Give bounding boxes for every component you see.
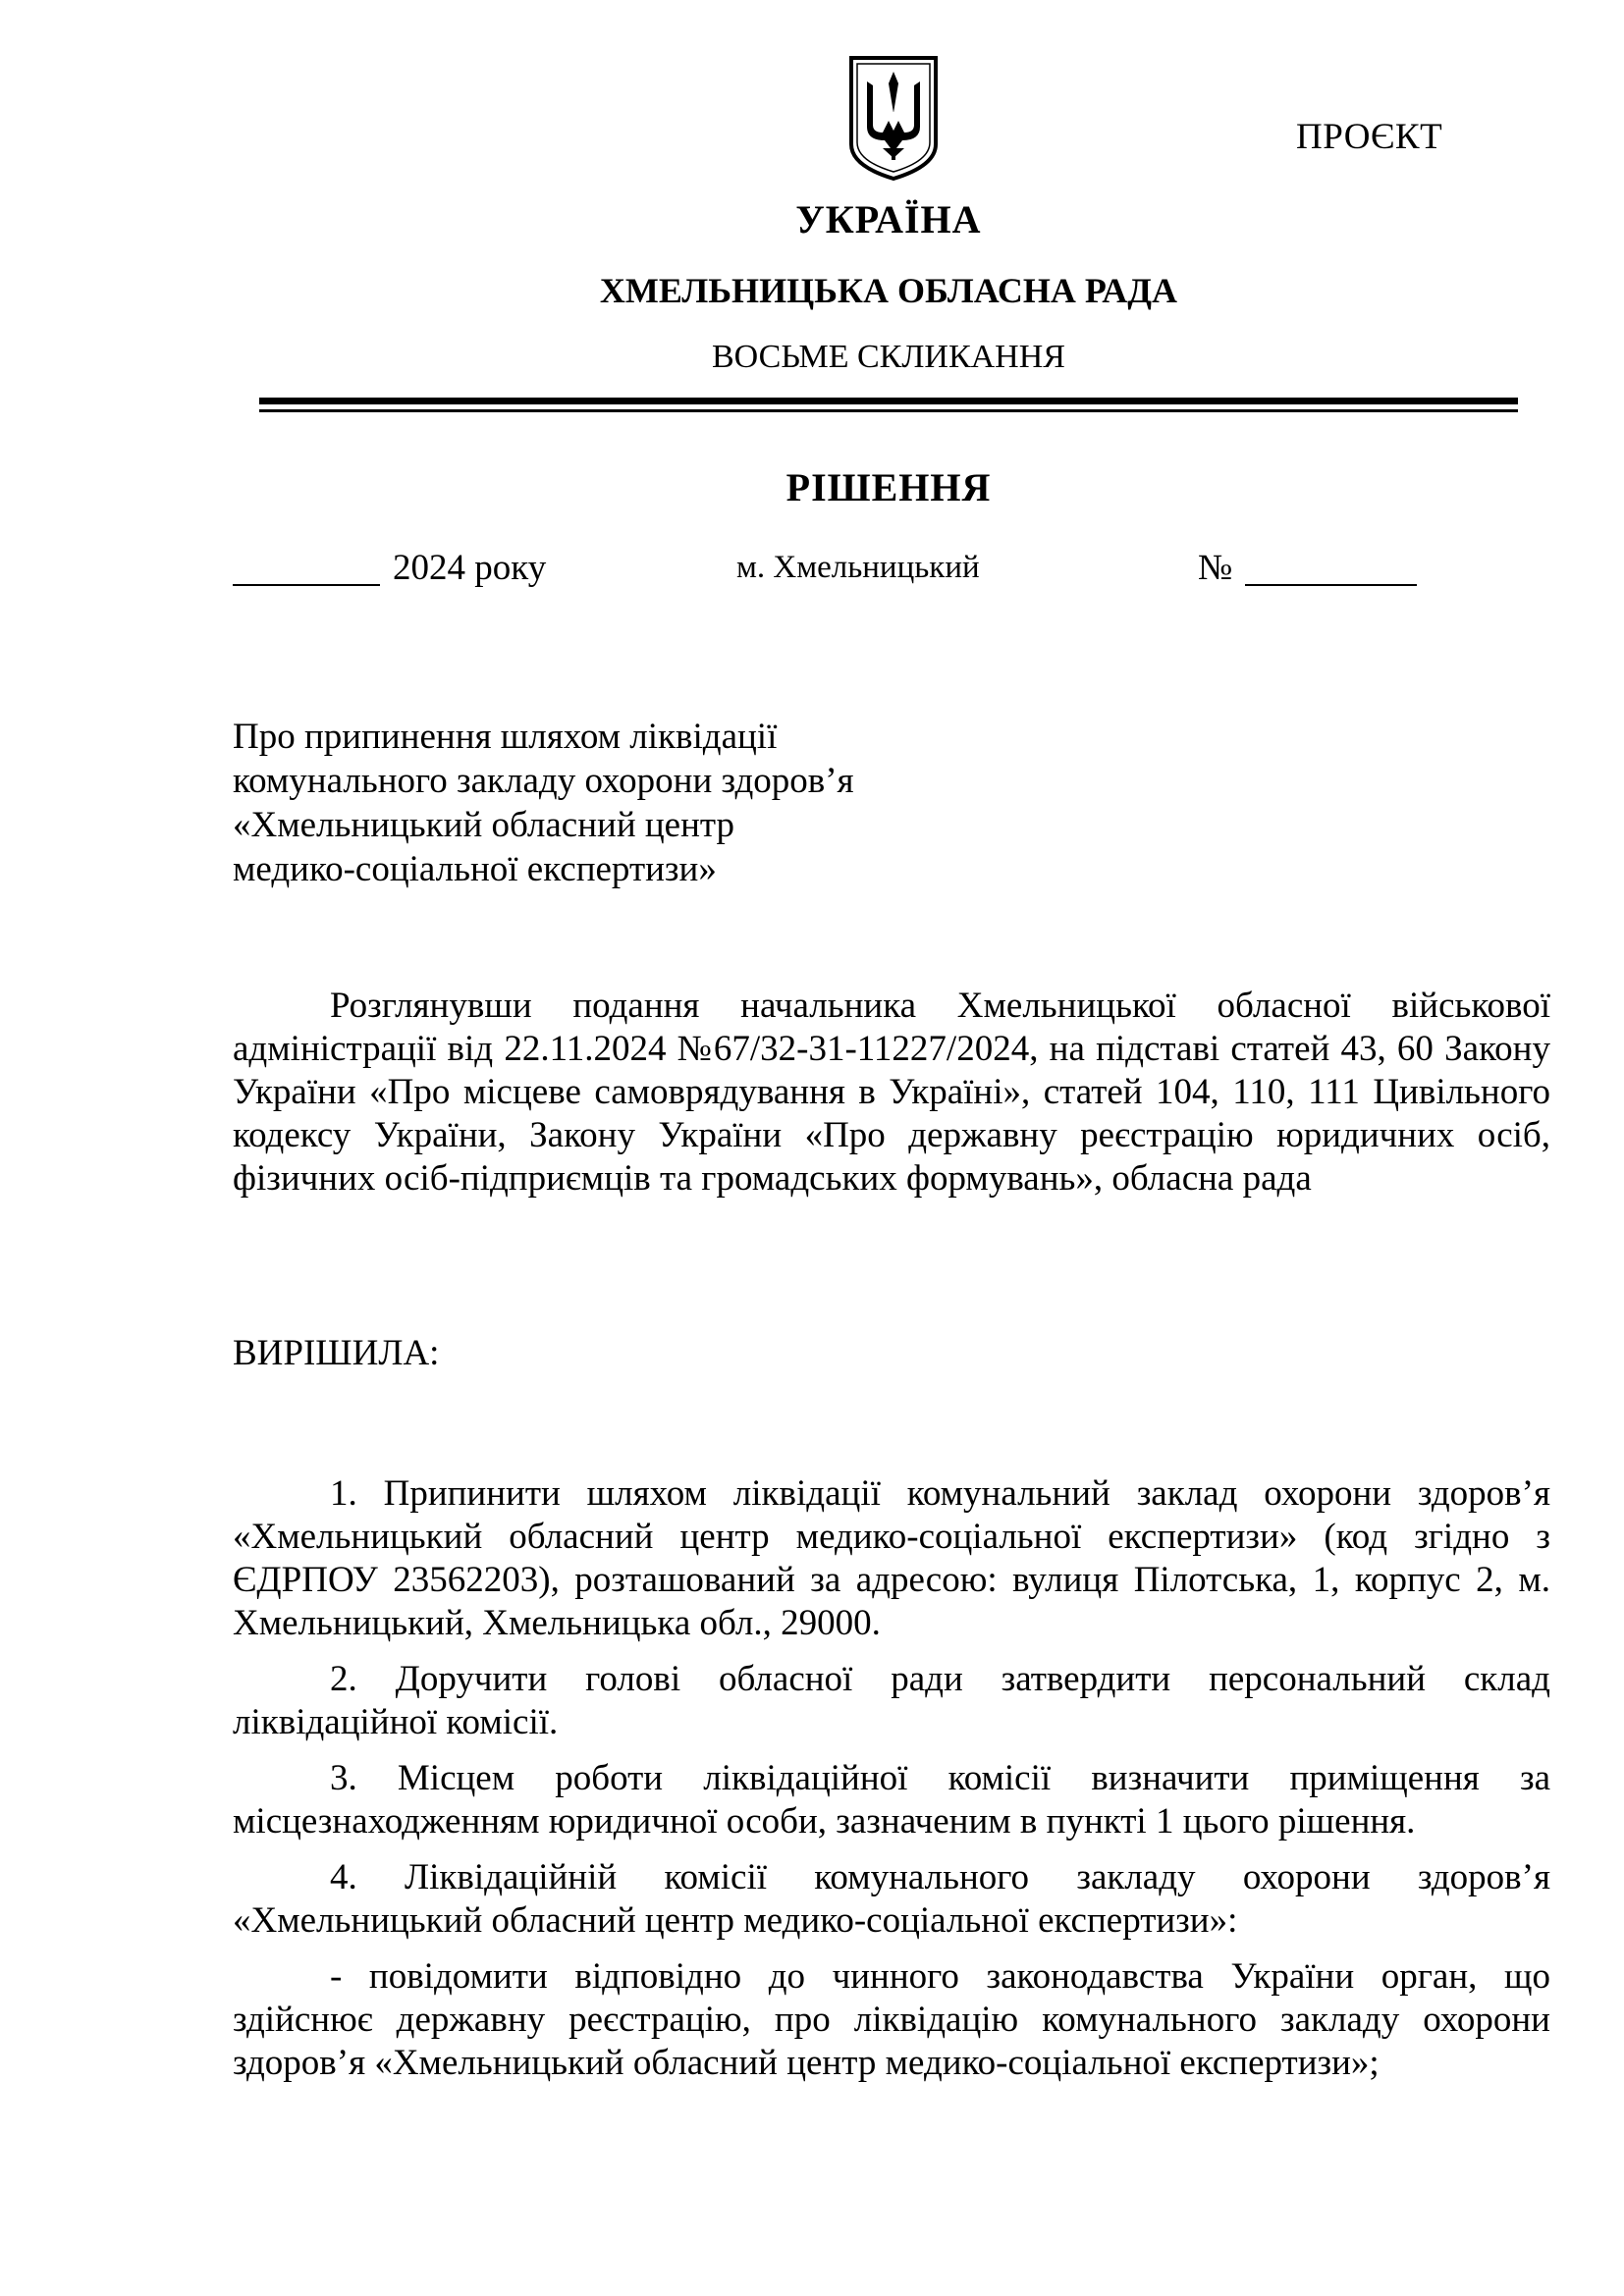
decision-item: 2. Доручити голові обласної ради затвердити персональний склад ліквідаційної комісії. <box>233 1659 1550 1742</box>
decision-items <box>233 1472 1550 2098</box>
subject-line: медико-соціальної експертизи» <box>233 849 717 889</box>
number-sign: № <box>1198 548 1233 588</box>
date-year: 2024 року <box>393 548 547 588</box>
resolved-label: ВИРІШИЛА: <box>233 1333 440 1373</box>
council-name: ХМЕЛЬНИЦЬКА ОБЛАСНА РАДА <box>599 271 1178 310</box>
decision-item: 3. Місцем роботи ліквідаційної комісії визначити приміщення за місцезнаходженням юридичної особи, зазначеним в пункті 1 цього рішення. <box>233 1758 1550 1842</box>
decision-title: РІШЕННЯ <box>785 465 992 509</box>
trident-coat-of-arms-icon <box>845 54 942 183</box>
header-divider-thin <box>259 409 1518 412</box>
draft-label: ПРОЄКТ <box>1296 117 1443 157</box>
number-blank-field <box>1245 584 1417 586</box>
header-divider-thick <box>259 398 1518 404</box>
date-number-line <box>0 547 1624 596</box>
date-blank-field <box>233 584 380 586</box>
decision-item: 1. Припинити шляхом ліквідації комунальний заклад охорони здоров’я «Хмельницький обласний центр медико-соціальної експертизи» (код згідно з ЄДРПОУ 23562203), розташований за адресою: вулиця Пілотська, 1, корпус 2, м. Хмельницький, Хмельницька обл., 29000. <box>233 1473 1550 1643</box>
subject-line: комунального закладу охорони здоров’я <box>233 761 854 801</box>
city-name: м. Хмельницький <box>736 550 980 585</box>
preamble-paragraph: Розглянувши подання начальника Хмельницької обласної військової адміністрації від 22.11.2024 №67/32-31-11227/2024, на підставі статей 43, 60 Закону України «Про місцеве самоврядування в Україні», статей 104, 110, 111 Цивільного кодексу України, Закону України «Про державну реєстрацію юридичних осіб, фізичних осіб-підприємців та громадських формувань», обласна рада <box>233 986 1550 1199</box>
decision-item: 4. Ліквідаційній комісії комунального закладу охорони здоров’я «Хмельницький обласний центр медико-соціальної експертизи»: <box>233 1857 1550 1941</box>
subject-line: Про припинення шляхом ліквідації <box>233 717 778 757</box>
decision-item: - повідомити відповідно до чинного законодавства України орган, що здійснює державну реєстрацію, про ліквідацію комунального закладу охорони здоров’я «Хмельницький обласний центр медико-соціальної експертизи»; <box>233 1956 1550 2083</box>
convocation-label: ВОСЬМЕ СКЛИКАННЯ <box>712 339 1065 375</box>
country-name: УКРАЇНА <box>795 197 982 241</box>
subject-line: «Хмельницький обласний центр <box>233 805 735 845</box>
decision-subject <box>233 715 1018 891</box>
